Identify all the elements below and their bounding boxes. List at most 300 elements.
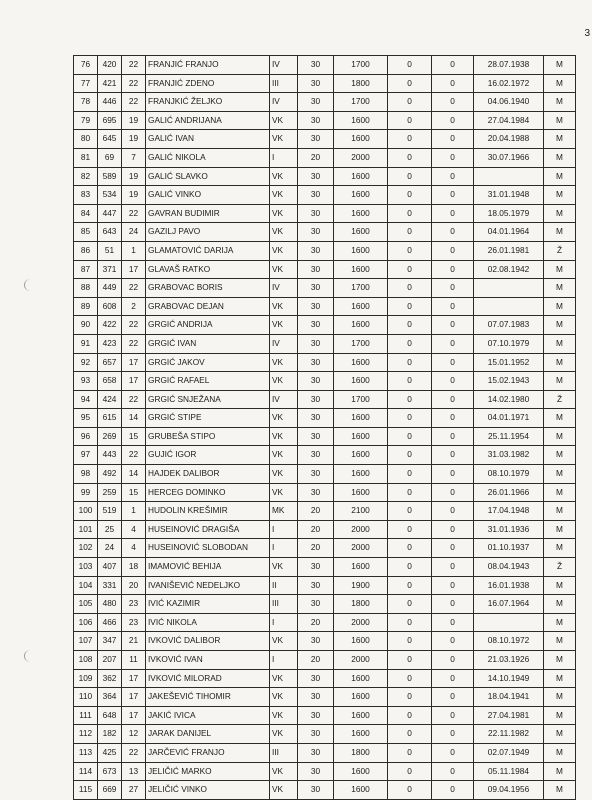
cell-name: IVKOVIĆ MILORAD [146,669,270,688]
cell-value-b: 0 [432,595,474,614]
cell-amount: 1600 [334,241,388,260]
cell-name: FRANJKIĆ ŽELJKO [146,93,270,112]
cell-gender: M [544,167,576,186]
cell-group: 1 [122,241,146,260]
cell-name: HAJDEK DALIBOR [146,465,270,484]
cell-value-a: 0 [388,613,432,632]
cell-value-a: 0 [388,334,432,353]
cell-value-a: 0 [388,465,432,484]
cell-value-a: 0 [388,409,432,428]
cell-gender: M [544,688,576,707]
cell-value-b: 0 [432,56,474,75]
cell-amount: 1600 [334,130,388,149]
cell-date [474,167,544,186]
cell-name: GRGIĆ IVAN [146,334,270,353]
cell-value-b: 0 [432,558,474,577]
cell-value-a: 0 [388,148,432,167]
cell-days: 20 [298,613,334,632]
cell-id: 69 [98,148,122,167]
cell-name: GRGIĆ SNJEŽANA [146,390,270,409]
cell-name: JELIČIĆ VINKO [146,781,270,800]
cell-amount: 1600 [334,558,388,577]
cell-category: VK [270,632,298,651]
cell-group: 4 [122,520,146,539]
cell-amount: 1600 [334,353,388,372]
cell-index: 82 [74,167,98,186]
cell-id: 422 [98,316,122,335]
cell-value-a: 0 [388,56,432,75]
cell-gender: M [544,669,576,688]
cell-value-a: 0 [388,483,432,502]
cell-index: 95 [74,409,98,428]
table-row [74,706,576,725]
cell-index: 98 [74,465,98,484]
cell-gender: M [544,483,576,502]
cell-id: 645 [98,130,122,149]
cell-name: JARČEVIĆ FRANJO [146,743,270,762]
cell-name: JELIČIĆ MARKO [146,762,270,781]
cell-amount: 1600 [334,669,388,688]
cell-value-b: 0 [432,353,474,372]
cell-index: 96 [74,427,98,446]
table-row [74,111,576,130]
cell-date: 27.04.1981 [474,706,544,725]
cell-days: 30 [298,743,334,762]
cell-date: 04.01.1971 [474,409,544,428]
cell-index: 103 [74,558,98,577]
cell-date [474,613,544,632]
cell-name: GRGIĆ RAFAEL [146,372,270,391]
cell-value-b: 0 [432,632,474,651]
cell-value-b: 0 [432,669,474,688]
cell-gender: M [544,502,576,521]
cell-group: 7 [122,148,146,167]
cell-value-b: 0 [432,241,474,260]
cell-value-a: 0 [388,74,432,93]
cell-id: 480 [98,595,122,614]
cell-amount: 1600 [334,706,388,725]
cell-gender: M [544,595,576,614]
cell-days: 30 [298,204,334,223]
cell-value-a: 0 [388,781,432,800]
cell-group: 22 [122,446,146,465]
cell-value-a: 0 [388,576,432,595]
cell-days: 30 [298,372,334,391]
cell-gender: M [544,334,576,353]
cell-days: 30 [298,427,334,446]
cell-value-a: 0 [388,502,432,521]
cell-gender: M [544,409,576,428]
cell-days: 30 [298,74,334,93]
cell-gender: M [544,204,576,223]
table-row [74,279,576,298]
cell-category: VK [270,316,298,335]
table-row [74,725,576,744]
cell-id: 423 [98,334,122,353]
cell-value-a: 0 [388,651,432,670]
cell-date: 16.07.1964 [474,595,544,614]
cell-date: 14.10.1949 [474,669,544,688]
cell-category: VK [270,427,298,446]
punch-hole-mark [24,650,37,662]
cell-gender: M [544,613,576,632]
table-row [74,204,576,223]
cell-name: GLAVAŠ RATKO [146,260,270,279]
cell-group: 23 [122,613,146,632]
cell-date: 28.07.1938 [474,56,544,75]
cell-amount: 1800 [334,74,388,93]
cell-group: 20 [122,576,146,595]
cell-gender: M [544,372,576,391]
cell-date: 31.01.1948 [474,186,544,205]
cell-amount: 1600 [334,167,388,186]
cell-date: 26.01.1966 [474,483,544,502]
cell-value-a: 0 [388,669,432,688]
cell-days: 20 [298,651,334,670]
cell-name: JAKEŠEVIĆ TIHOMIR [146,688,270,707]
cell-name: GRGIĆ STIPE [146,409,270,428]
cell-index: 85 [74,223,98,242]
cell-id: 669 [98,781,122,800]
cell-name: HUSEINOVIĆ DRAGIŠA [146,520,270,539]
cell-category: I [270,539,298,558]
cell-name: GRGIĆ ANDRIJA [146,316,270,335]
cell-amount: 1800 [334,743,388,762]
cell-index: 102 [74,539,98,558]
cell-days: 30 [298,167,334,186]
cell-name: IVANIŠEVIĆ NEDELJKO [146,576,270,595]
cell-gender: M [544,316,576,335]
table-row [74,502,576,521]
cell-index: 113 [74,743,98,762]
cell-days: 30 [298,334,334,353]
cell-value-a: 0 [388,111,432,130]
table-row [74,409,576,428]
cell-category: VK [270,260,298,279]
cell-index: 115 [74,781,98,800]
cell-category: I [270,520,298,539]
cell-date: 09.04.1956 [474,781,544,800]
cell-amount: 1600 [334,204,388,223]
page-number: 3 [584,28,590,39]
cell-category: IV [270,334,298,353]
cell-days: 20 [298,148,334,167]
cell-days: 30 [298,781,334,800]
cell-value-a: 0 [388,372,432,391]
cell-gender: M [544,725,576,744]
cell-gender: M [544,762,576,781]
cell-amount: 1600 [334,465,388,484]
cell-value-b: 0 [432,390,474,409]
cell-days: 30 [298,465,334,484]
cell-amount: 1600 [334,725,388,744]
cell-group: 24 [122,223,146,242]
cell-group: 19 [122,167,146,186]
cell-gender: M [544,781,576,800]
cell-name: GRABOVAC DEJAN [146,297,270,316]
cell-index: 109 [74,669,98,688]
cell-id: 331 [98,576,122,595]
cell-date: 16.01.1938 [474,576,544,595]
cell-index: 105 [74,595,98,614]
cell-name: FRANJIĆ FRANJO [146,56,270,75]
cell-category: VK [270,353,298,372]
table-row [74,223,576,242]
cell-index: 99 [74,483,98,502]
table-row [74,632,576,651]
cell-gender: M [544,465,576,484]
cell-gender: M [544,706,576,725]
cell-group: 17 [122,688,146,707]
table-row [74,762,576,781]
table-row [74,558,576,577]
cell-gender: M [544,186,576,205]
cell-category: VK [270,111,298,130]
cell-value-b: 0 [432,502,474,521]
cell-gender: M [544,651,576,670]
cell-index: 77 [74,74,98,93]
cell-amount: 2000 [334,613,388,632]
cell-group: 22 [122,743,146,762]
table-row [74,297,576,316]
cell-date: 30.07.1966 [474,148,544,167]
cell-category: IV [270,93,298,112]
cell-category: MK [270,502,298,521]
cell-date: 15.02.1943 [474,372,544,391]
cell-value-b: 0 [432,130,474,149]
table-row [74,390,576,409]
cell-group: 22 [122,56,146,75]
cell-category: VK [270,372,298,391]
table-row [74,74,576,93]
cell-date: 01.10.1937 [474,539,544,558]
cell-amount: 1700 [334,279,388,298]
cell-value-a: 0 [388,706,432,725]
cell-category: VK [270,725,298,744]
table-row [74,520,576,539]
cell-category: III [270,595,298,614]
cell-index: 80 [74,130,98,149]
cell-days: 30 [298,390,334,409]
table-row [74,465,576,484]
cell-group: 23 [122,595,146,614]
cell-value-b: 0 [432,316,474,335]
cell-index: 94 [74,390,98,409]
cell-category: VK [270,223,298,242]
cell-index: 111 [74,706,98,725]
cell-gender: M [544,148,576,167]
cell-date: 22.11.1982 [474,725,544,744]
cell-group: 15 [122,427,146,446]
cell-index: 92 [74,353,98,372]
cell-gender: M [544,130,576,149]
cell-id: 658 [98,372,122,391]
cell-date: 14.02.1980 [474,390,544,409]
cell-days: 30 [298,56,334,75]
cell-value-b: 0 [432,148,474,167]
cell-value-a: 0 [388,204,432,223]
cell-days: 30 [298,669,334,688]
cell-amount: 1600 [334,372,388,391]
cell-index: 83 [74,186,98,205]
cell-gender: M [544,74,576,93]
cell-amount: 1600 [334,688,388,707]
cell-value-b: 0 [432,743,474,762]
cell-value-b: 0 [432,725,474,744]
cell-group: 21 [122,632,146,651]
cell-name: HERCEG DOMINKO [146,483,270,502]
cell-group: 22 [122,74,146,93]
cell-amount: 1600 [334,781,388,800]
cell-value-b: 0 [432,520,474,539]
cell-group: 15 [122,483,146,502]
cell-days: 30 [298,223,334,242]
cell-group: 22 [122,390,146,409]
cell-id: 259 [98,483,122,502]
cell-category: VK [270,465,298,484]
table-row [74,93,576,112]
table-row [74,595,576,614]
cell-value-a: 0 [388,297,432,316]
cell-amount: 1600 [334,223,388,242]
cell-value-a: 0 [388,241,432,260]
cell-days: 30 [298,130,334,149]
table-row [74,56,576,75]
cell-date: 26.01.1981 [474,241,544,260]
cell-index: 88 [74,279,98,298]
cell-category: VK [270,669,298,688]
cell-gender: M [544,56,576,75]
cell-group: 22 [122,316,146,335]
cell-amount: 2000 [334,539,388,558]
cell-index: 112 [74,725,98,744]
cell-date: 27.04.1984 [474,111,544,130]
cell-date: 08.04.1943 [474,558,544,577]
cell-amount: 1800 [334,595,388,614]
cell-id: 446 [98,93,122,112]
cell-value-b: 0 [432,781,474,800]
cell-id: 449 [98,279,122,298]
cell-category: IV [270,56,298,75]
cell-date: 20.04.1988 [474,130,544,149]
cell-gender: M [544,297,576,316]
cell-id: 269 [98,427,122,446]
cell-value-b: 0 [432,465,474,484]
cell-days: 30 [298,279,334,298]
cell-amount: 2100 [334,502,388,521]
cell-name: GUJIĆ IGOR [146,446,270,465]
cell-category: VK [270,558,298,577]
cell-value-a: 0 [388,520,432,539]
cell-category: VK [270,409,298,428]
table-row [74,446,576,465]
cell-value-a: 0 [388,130,432,149]
cell-category: IV [270,279,298,298]
cell-date: 18.05.1979 [474,204,544,223]
cell-category: II [270,576,298,595]
cell-id: 364 [98,688,122,707]
cell-id: 648 [98,706,122,725]
cell-value-b: 0 [432,223,474,242]
cell-gender: Ž [544,241,576,260]
cell-index: 84 [74,204,98,223]
cell-name: GRUBEŠA STIPO [146,427,270,446]
cell-name: IVKOVIĆ IVAN [146,651,270,670]
cell-gender: M [544,520,576,539]
cell-date: 05.11.1984 [474,762,544,781]
cell-category: VK [270,483,298,502]
cell-days: 30 [298,762,334,781]
cell-days: 30 [298,688,334,707]
cell-amount: 1600 [334,446,388,465]
cell-group: 19 [122,130,146,149]
cell-group: 17 [122,260,146,279]
cell-index: 87 [74,260,98,279]
cell-amount: 1700 [334,93,388,112]
cell-value-b: 0 [432,762,474,781]
cell-id: 615 [98,409,122,428]
cell-category: I [270,651,298,670]
cell-name: JARAK DANIJEL [146,725,270,744]
cell-days: 20 [298,539,334,558]
cell-gender: M [544,279,576,298]
cell-id: 407 [98,558,122,577]
cell-category: VK [270,781,298,800]
cell-group: 13 [122,762,146,781]
cell-amount: 1600 [334,260,388,279]
cell-category: VK [270,186,298,205]
cell-group: 12 [122,725,146,744]
cell-id: 657 [98,353,122,372]
cell-name: GLAMATOVIĆ DARIJA [146,241,270,260]
cell-value-b: 0 [432,706,474,725]
cell-value-b: 0 [432,539,474,558]
cell-date [474,279,544,298]
cell-days: 30 [298,316,334,335]
cell-date: 15.01.1952 [474,353,544,372]
cell-gender: M [544,93,576,112]
cell-group: 11 [122,651,146,670]
cell-value-b: 0 [432,613,474,632]
cell-date: 02.07.1949 [474,743,544,762]
cell-value-b: 0 [432,409,474,428]
table-row [74,353,576,372]
cell-index: 81 [74,148,98,167]
cell-category: VK [270,446,298,465]
cell-name: HUDOLIN KREŠIMIR [146,502,270,521]
cell-name: GALIĆ IVAN [146,130,270,149]
cell-days: 30 [298,558,334,577]
cell-group: 22 [122,334,146,353]
cell-value-a: 0 [388,93,432,112]
cell-value-a: 0 [388,316,432,335]
cell-date: 08.10.1979 [474,465,544,484]
cell-group: 22 [122,204,146,223]
cell-name: HUSEINOVIĆ SLOBODAN [146,539,270,558]
cell-id: 519 [98,502,122,521]
cell-name: FRANJIĆ ZDENO [146,74,270,93]
cell-index: 93 [74,372,98,391]
cell-amount: 1600 [334,762,388,781]
cell-date: 31.01.1936 [474,520,544,539]
cell-gender: M [544,223,576,242]
cell-days: 30 [298,409,334,428]
cell-days: 30 [298,595,334,614]
cell-amount: 2000 [334,520,388,539]
cell-category: I [270,613,298,632]
cell-days: 20 [298,520,334,539]
table-row [74,539,576,558]
